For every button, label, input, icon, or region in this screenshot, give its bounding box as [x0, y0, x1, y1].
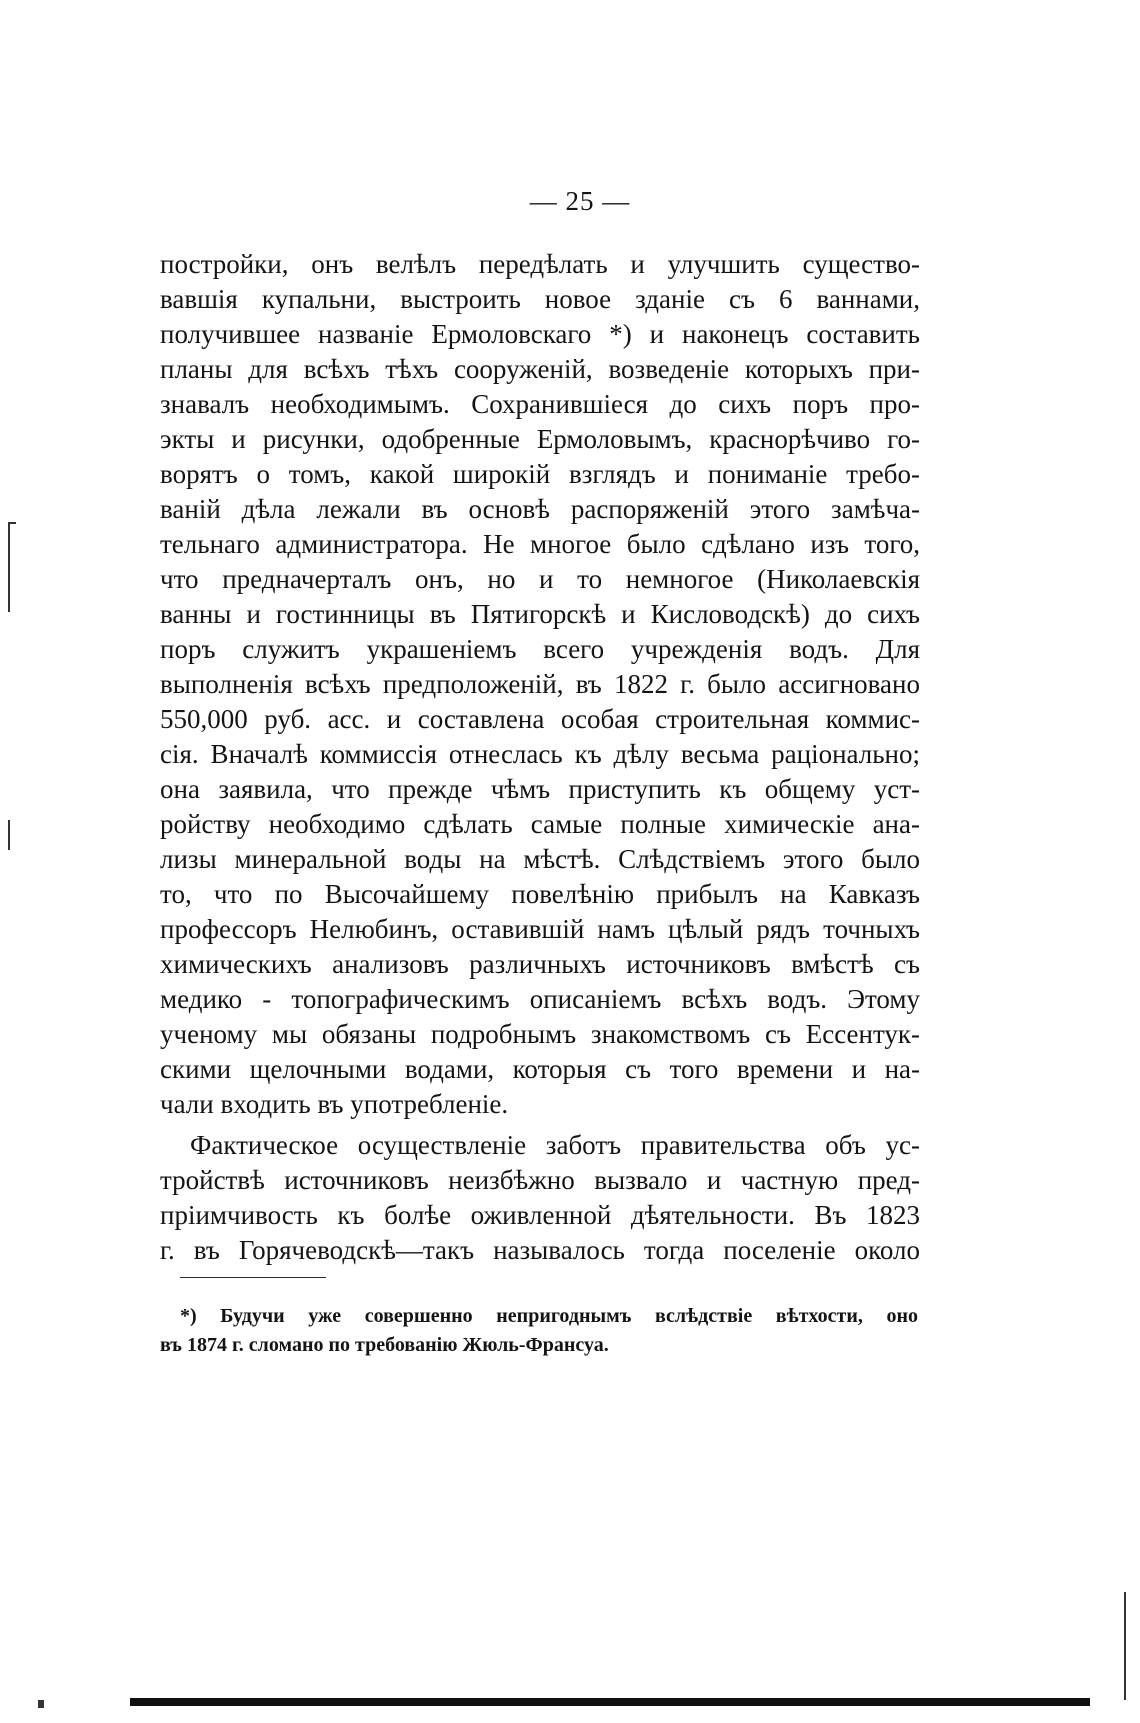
footnote-line: въ 1874 г. сломано по требованію Жюль-Франсуа.: [160, 1334, 609, 1356]
text-line: ворятъ о томъ, какой широкій взглядъ и пониманіе требо-: [160, 459, 920, 489]
text-line: ваній дѣла лежали въ основѣ распоряженій этого замѣча-: [160, 494, 920, 524]
paragraph-2: [160, 1128, 920, 1268]
text-line: чали входить въ употребленіе.: [160, 1089, 509, 1119]
main-text: [160, 247, 920, 1268]
text-line: вавшія купальни, выстроить новое зданіе съ 6 ваннами,: [160, 284, 920, 314]
text-line: поръ служитъ украшеніемъ всего учрежденія водъ. Для: [160, 634, 920, 664]
text-line: постройки, онъ велѣлъ передѣлать и улучшить существо-: [160, 249, 920, 279]
text-line: экты и рисунки, одобренные Ермоловымъ, краснорѣчиво го-: [160, 424, 920, 454]
text-line: получившее названіе Ермоловскаго *) и наконецъ составить: [160, 319, 920, 349]
text-line: профессоръ Нелюбинъ, оставившій намъ цѣлый рядъ точныхъ: [160, 914, 920, 944]
text-line: выполненія всѣхъ предположеній, въ 1822 г. было ассигновано: [160, 669, 920, 699]
text-line: химическихъ анализовъ различныхъ источниковъ вмѣстѣ съ: [160, 949, 920, 979]
scan-artifact-left-tick: [8, 820, 10, 850]
footnote-line: *) Будучи уже совершенно непригоднымъ вслѣдствіе вѣтхости, оно: [180, 1305, 918, 1327]
text-line: тройствѣ источниковъ неизбѣжно вызвало и частную пред-: [160, 1165, 920, 1195]
text-line: г. въ Горячеводскѣ—такъ называлось тогда поселеніе около: [160, 1235, 920, 1265]
footnote: [160, 1302, 918, 1360]
text-line: медико - топографическимъ описаніемъ всѣхъ водъ. Этому: [160, 984, 920, 1014]
scan-artifact-corner-dot: [38, 1700, 44, 1708]
footnote-divider: [180, 1277, 326, 1278]
scan-artifact-right-bar: [1124, 1592, 1126, 1700]
text-line: ванны и гостинницы въ Пятигорскѣ и Кисловодскѣ) до сихъ: [160, 599, 920, 629]
page-number: — 25 —: [529, 186, 631, 216]
text-line: сія. Вначалѣ коммиссія отнеслась къ дѣлу весьма раціонально;: [160, 739, 920, 769]
scan-artifact-left-bracket: [8, 522, 10, 612]
text-line: ройству необходимо сдѣлать самые полные химическіе ана-: [160, 809, 920, 839]
text-line: лизы минеральной воды на мѣстѣ. Слѣдствіемъ этого было: [160, 844, 920, 874]
text-line: Фактическое осуществленіе заботъ правительства объ ус-: [190, 1130, 920, 1160]
text-line: она заявила, что прежде чѣмъ приступить къ общему уст-: [160, 774, 920, 804]
text-line: ученому мы обязаны подробнымъ знакомствомъ съ Ессентук-: [160, 1019, 920, 1049]
text-line: что предначерталъ онъ, но и то немногое (Николаевскія: [160, 564, 920, 594]
text-line: знавалъ необходимымъ. Сохранившіеся до сихъ поръ про-: [160, 389, 920, 419]
text-line: 550,000 руб. асс. и составлена особая строительная коммис-: [160, 704, 920, 734]
text-line: скими щелочными водами, которыя съ того времени и на-: [160, 1054, 920, 1084]
text-line: планы для всѣхъ тѣхъ сооруженій, возведеніе которыхъ при-: [160, 354, 920, 384]
text-line: тельнаго администратора. Не многое было сдѣлано изъ того,: [160, 529, 920, 559]
text-line: то, что по Высочайшему повелѣнію прибылъ на Кавказъ: [160, 879, 920, 909]
text-line: пріимчивость къ болѣе оживленной дѣятельности. Въ 1823: [160, 1200, 920, 1230]
page-bottom-edge: [130, 1698, 1090, 1706]
scan-artifact-left-bracket: [8, 522, 16, 524]
paragraph-1: [160, 247, 920, 1122]
